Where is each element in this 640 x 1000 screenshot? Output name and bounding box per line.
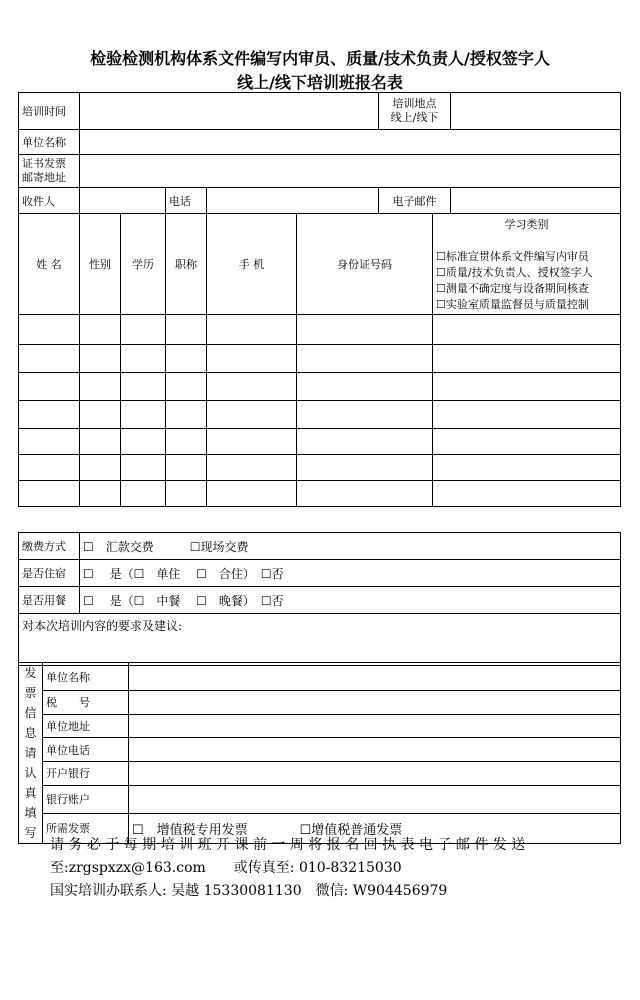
invoice-row-label: 开户银行: [43, 762, 129, 786]
phone-label: 电话: [166, 188, 207, 214]
invoice-row-label: 银行账户: [43, 785, 129, 813]
table-row[interactable]: [19, 455, 621, 481]
payment-options[interactable]: ☐ 汇款交费 ☐现场交费: [80, 533, 621, 560]
table-row[interactable]: [19, 429, 621, 455]
study-option-1[interactable]: ☐标准宣贯体系文件编写内审员: [436, 250, 589, 263]
header-title: 职称: [166, 214, 207, 315]
meal-label: 是否用餐: [19, 587, 80, 614]
training-time-field[interactable]: [80, 93, 379, 130]
payment-label: 缴费方式: [19, 533, 80, 560]
invoice-type-options[interactable]: ☐ 增值税专用发票 ☐增值税普通发票: [129, 813, 621, 843]
invoice-field[interactable]: [129, 691, 621, 715]
lodging-options[interactable]: ☐ 是（☐ 单住 ☐ 合住） ☐否: [80, 560, 621, 587]
recipient-label: 收件人: [19, 188, 80, 214]
header-id-number: 身份证号码: [297, 214, 433, 315]
phone-field[interactable]: [207, 188, 379, 214]
table-row[interactable]: [19, 401, 621, 429]
unit-name-label: 单位名称: [19, 130, 80, 155]
invoice-field[interactable]: [129, 762, 621, 786]
email-field[interactable]: [451, 188, 621, 214]
training-place-line1: 培训地点: [392, 97, 437, 110]
cert-address-line2: 邮寄地址: [22, 171, 66, 184]
header-gender: 性别: [80, 214, 121, 315]
invoice-field[interactable]: [129, 663, 621, 691]
invoice-row-label: 税 号: [43, 691, 129, 715]
study-option-4[interactable]: ☐实验室质量监督员与质量控制: [436, 298, 589, 311]
invoice-row-label: 单位地址: [43, 714, 129, 738]
training-place-line2: 线上/线下: [390, 111, 439, 124]
study-option-2[interactable]: ☐质量/技术负责人、授权签字人: [436, 266, 593, 279]
options-table: [18, 532, 621, 666]
form-title-line1: 检验检测机构体系文件编写内审员、质量/技术负责人/授权签字人: [90, 49, 550, 68]
cert-address-line1: 证书发票: [22, 157, 66, 170]
invoice-field[interactable]: [129, 714, 621, 738]
training-place-label: [379, 93, 451, 130]
meal-options[interactable]: ☐ 是（☐ 中餐 ☐ 晚餐） ☐否: [80, 587, 621, 614]
suggestions-box[interactable]: [19, 614, 621, 666]
table-row[interactable]: [19, 315, 621, 345]
participants-table: [18, 213, 621, 507]
lodging-label: 是否住宿: [19, 560, 80, 587]
header-mobile: 手 机: [207, 214, 297, 315]
footer-line3: 国实培训办联系人: 吴越 15330081130 微信: W904456979: [50, 883, 448, 899]
unit-name-field[interactable]: [80, 130, 621, 155]
invoice-row-label: 单位名称: [43, 663, 129, 691]
header-education: 学历: [121, 214, 166, 315]
cert-address-field[interactable]: [80, 155, 621, 188]
invoice-field[interactable]: [129, 738, 621, 762]
training-place-field[interactable]: [451, 93, 621, 130]
table-row[interactable]: [19, 373, 621, 401]
study-option-3[interactable]: ☐测量不确定度与设备期间核查: [436, 282, 589, 295]
invoice-row-label: 所需发票: [43, 813, 129, 843]
cert-address-label: [19, 155, 80, 188]
invoice-side-label: 发票信息请认真填写: [19, 663, 43, 844]
footer-line1: 请 务 必 于 每 期 培 训 班 开 课 前 一 周 将 报 名 回 执 表 电 子 邮 件 发 送: [50, 837, 526, 853]
study-type-cell: [433, 214, 621, 315]
table-row[interactable]: [19, 481, 621, 507]
form-title-line2: 线上/线下培训班报名表: [237, 73, 403, 92]
study-type-label: 学习类别: [504, 218, 549, 231]
header-name: 姓 名: [19, 214, 80, 315]
invoice-row-label: 单位电话: [43, 738, 129, 762]
invoice-table: [18, 662, 621, 844]
invoice-field[interactable]: [129, 785, 621, 813]
suggestions-label: 对本次培训内容的要求及建议:: [22, 619, 183, 633]
recipient-field[interactable]: [80, 188, 166, 214]
footer-line2: 至:zrgspxzx@163.com 或传真至: 010-83215030: [50, 860, 402, 876]
email-label: 电子邮件: [379, 188, 451, 214]
table-row[interactable]: [19, 345, 621, 373]
info-table: [18, 92, 621, 214]
training-time-label: 培训时间: [19, 93, 80, 130]
